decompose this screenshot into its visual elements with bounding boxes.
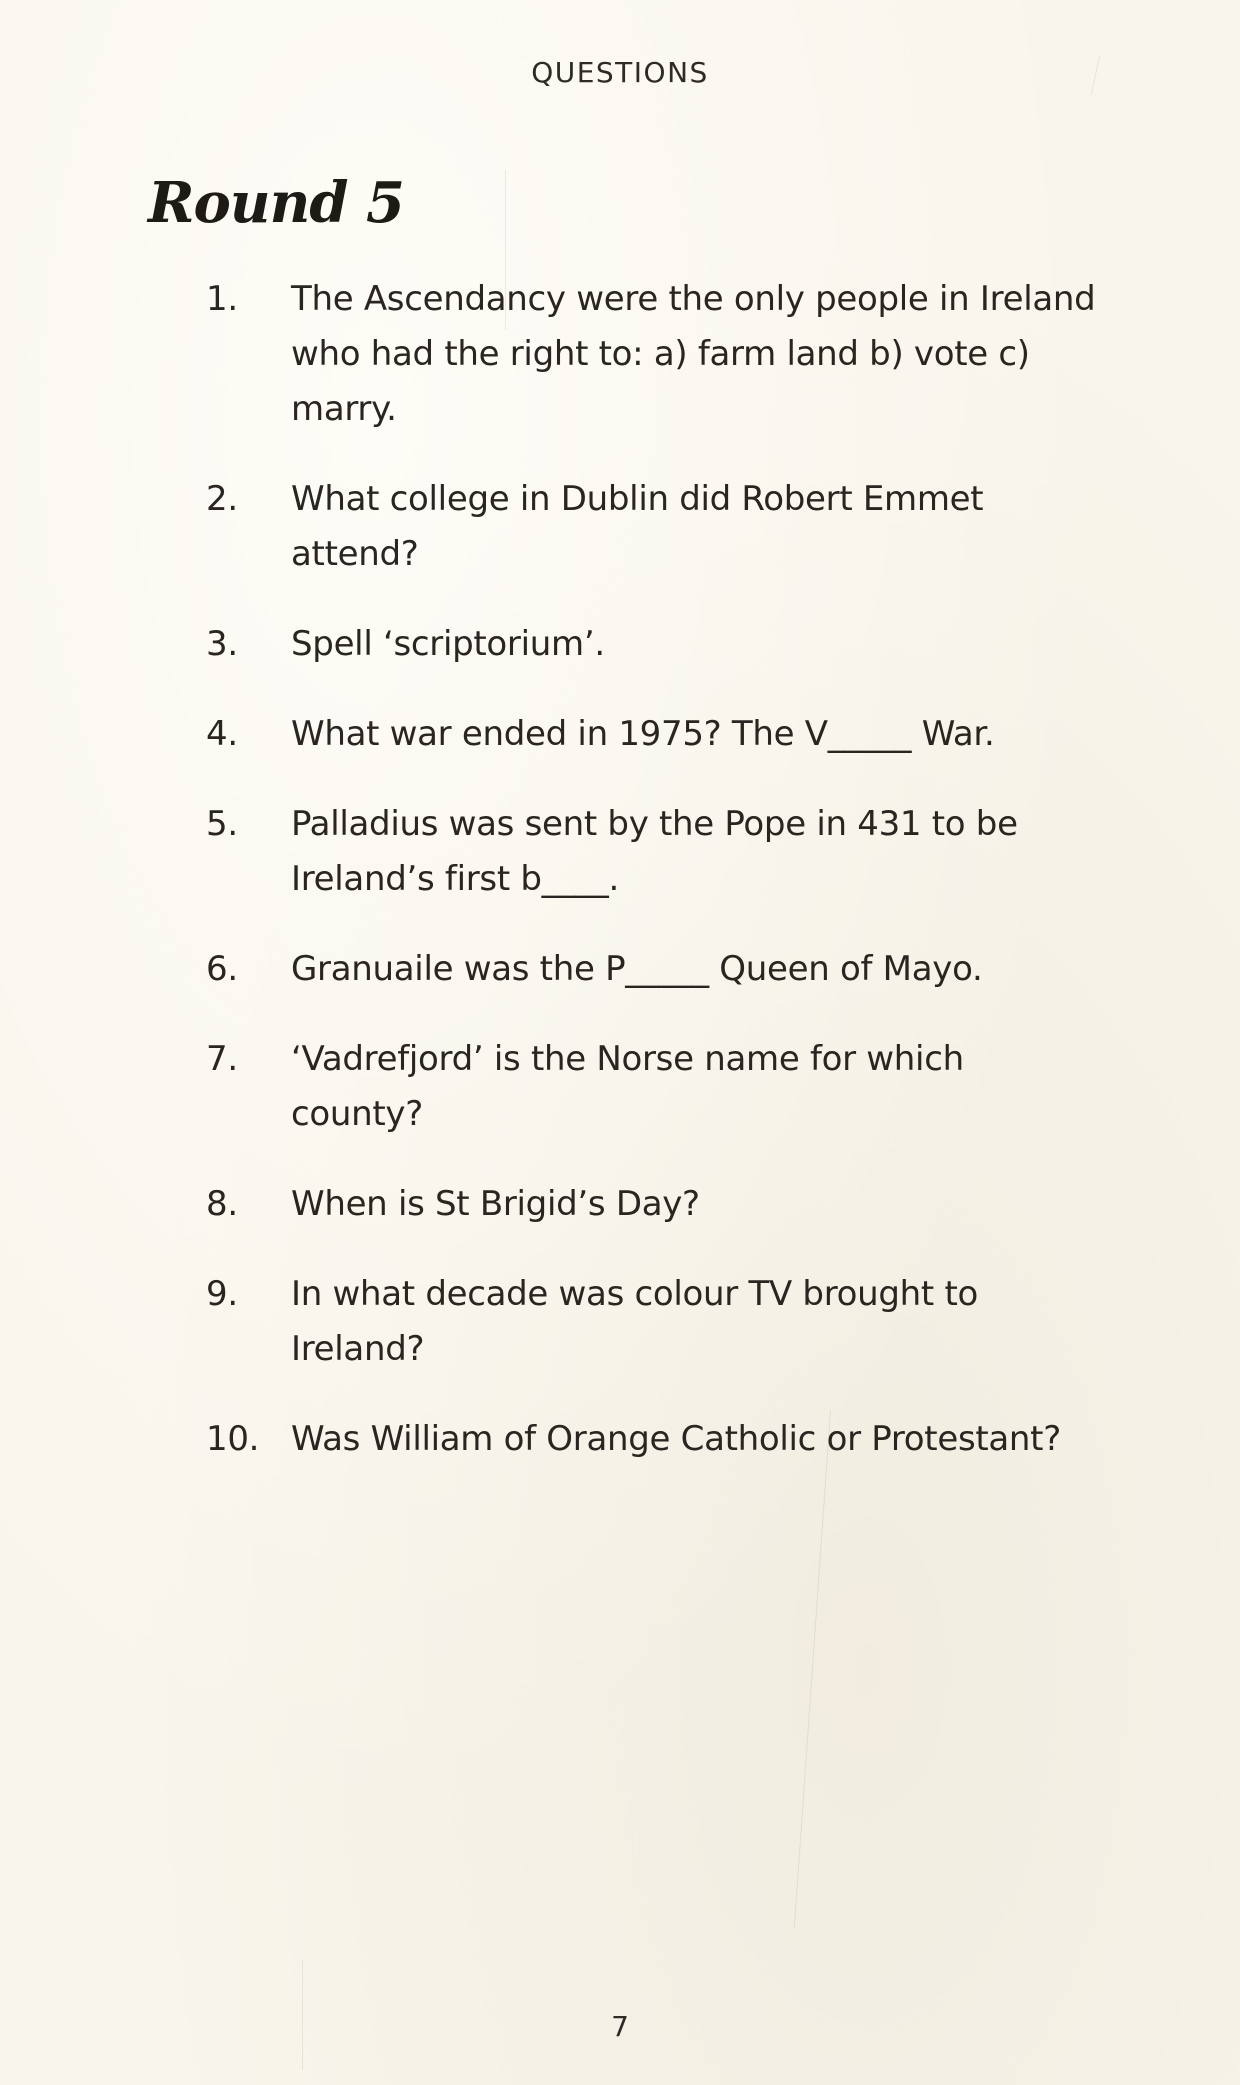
question-item	[206, 472, 1106, 582]
question-number: 3.	[206, 624, 238, 664]
question-text: The Ascendancy were the only people in Ireland who had the right to: a) farm land b) vote c) marry.	[291, 279, 1096, 429]
question-number: 10.	[206, 1419, 260, 1459]
question-item	[206, 942, 1106, 997]
question-text: In what decade was colour TV brought to Ireland?	[291, 1274, 978, 1369]
question-number: 6.	[206, 949, 238, 989]
question-item	[206, 617, 1106, 672]
question-item	[206, 1412, 1106, 1467]
question-item	[206, 1267, 1106, 1377]
question-item	[206, 272, 1106, 437]
question-text: Granuaile was the P_____ Queen of Mayo.	[291, 949, 983, 989]
question-list	[206, 272, 1106, 1502]
question-item	[206, 1032, 1106, 1142]
question-number: 8.	[206, 1184, 238, 1224]
question-text: Spell ‘scriptorium’.	[291, 624, 605, 664]
question-item	[206, 797, 1106, 907]
question-text: Was William of Orange Catholic or Protestant?	[291, 1419, 1061, 1459]
running-head: QUESTIONS	[531, 56, 709, 89]
round-title: Round 5	[148, 170, 404, 236]
question-item	[206, 707, 1106, 762]
question-text: Palladius was sent by the Pope in 431 to be Ireland’s first b____.	[291, 804, 1018, 899]
question-number: 5.	[206, 804, 238, 844]
question-text: What war ended in 1975? The V_____ War.	[291, 714, 995, 754]
question-number: 4.	[206, 714, 238, 754]
question-number: 2.	[206, 479, 238, 519]
page-number: 7	[611, 2010, 629, 2043]
question-number: 1.	[206, 279, 238, 319]
question-text: What college in Dublin did Robert Emmet attend?	[291, 479, 984, 574]
question-text: When is St Brigid’s Day?	[291, 1184, 700, 1224]
question-text: ‘Vadrefjord’ is the Norse name for which county?	[291, 1039, 964, 1134]
question-number: 7.	[206, 1039, 238, 1079]
question-number: 9.	[206, 1274, 238, 1314]
question-item	[206, 1177, 1106, 1232]
